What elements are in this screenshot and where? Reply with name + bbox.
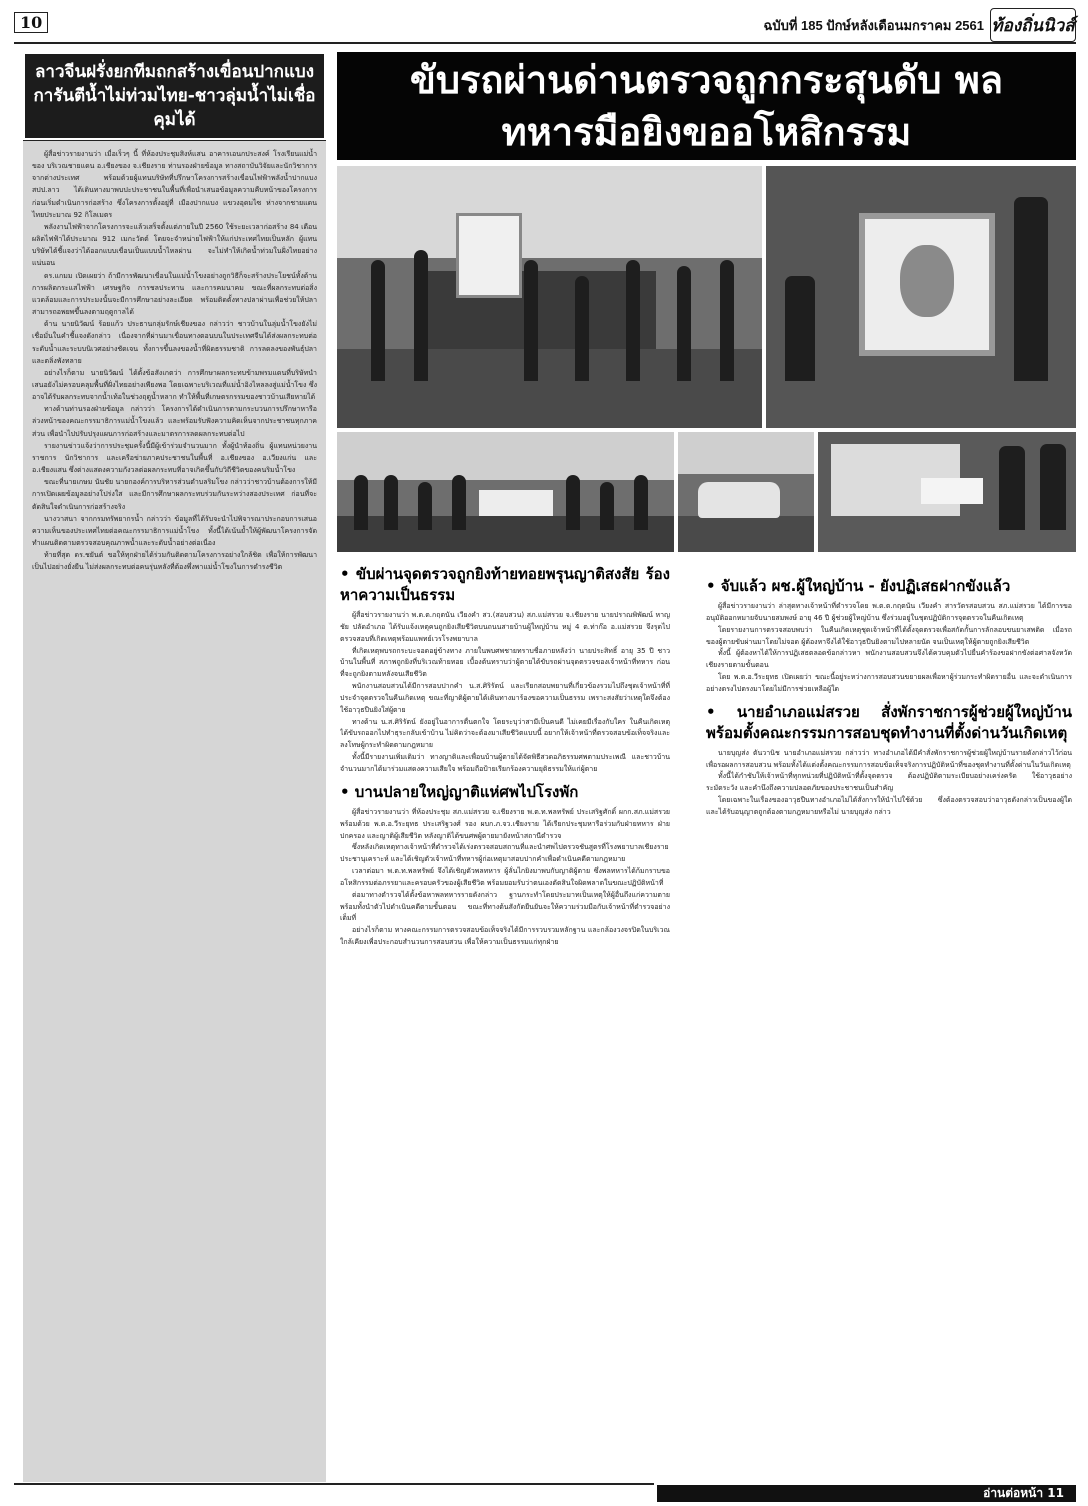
- photo-street-car: [678, 432, 814, 552]
- body-paragraph: ที่เกิดเหตุพบรถกระบะจอดอยู่ข้างทาง ภายในพบศพชายทราบชื่อภายหลังว่า นายประสิทธิ์ อายุ 35 ปี ชาวบ้านในพื้นที่ สภาพถูกยิงที่บริเวณท้ายทอย เบื้องต้นทราบว่าผู้ตายได้ขับรถผ่านจุดตรวจของเจ้าหน้าที่ทหาร ก่อนที่จะถูกยิงตามหลังจนเสียชีวิต: [340, 646, 670, 679]
- page-number: 10: [14, 12, 48, 33]
- body-paragraph: ซึ่งหลังเกิดเหตุทางเจ้าหน้าที่ตำรวจได้เร่งตรวจสอบสถานที่และนำศพไปตรวจชันสูตรที่โรงพยาบาลเชียงรายประชานุเคราะห์ และได้เชิญตัวเจ้าหน้าที่ทหารผู้ก่อเหตุมาสอบปากคำเพื่อดำเนินคดีตามกฎหมาย: [340, 843, 669, 864]
- body-paragraph: ต่อมาทางตำรวจได้ตั้งข้อหาพลทหารรายดังกล่าว ฐานกระทำโดยประมาทเป็นเหตุให้ผู้อื่นถึงแก่ความตาย พร้อมทั้งนำตัวไปดำเนินคดีตามขั้นตอน ขณะที่ทางต้นสังกัดยืนยันจะให้ความร่วมมือกับเจ้าหน้าที่ตำรวจอย่างเต็มที่: [340, 890, 670, 923]
- main-story-column-2: [706, 570, 1072, 1476]
- section-heading: • บานปลายใหญ่ญาติแห่ศพไปโรงพัก: [340, 782, 579, 801]
- body-paragraph: พนักงานสอบสวนได้มีการสอบปากคำ น.ส.ศิริรัตน์ และเรียกสอบพยานที่เกี่ยวข้องรวมไปถึงชุดเจ้าหน้าที่ที่ประจำจุดตรวจในคืนเกิดเหตุ ขณะที่ญาติผู้ตายได้เดินทางมาร้องขอความเป็นธรรม เพราะสงสัยว่าเหตุใดจึงต้องใช้อาวุธปืนยิงใส่ผู้ตาย: [340, 682, 670, 714]
- main-headline-text: ขับรถผ่านด่านตรวจถูกกระสุนดับ พลทหารมือยิงขออโหสิกรรม: [409, 58, 1004, 154]
- body-paragraph: ทั้งนี้มีรายงานเพิ่มเติมว่า ทางญาติและเพื่อนบ้านผู้ตายได้จัดพิธีสวดอภิธรรมศพตามประเพณี และชาวบ้านจำนวนมากได้มาร่วมแสดงความเสียใจ พร้อมถือป้ายเรียกร้องความยุติธรรมให้แก่ผู้ตาย: [340, 753, 670, 773]
- left-story: [23, 52, 326, 1482]
- body-paragraph: โดยรายงานการตรวจสอบพบว่า ในคืนเกิดเหตุชุดเจ้าหน้าที่ได้ตั้งจุดตรวจเพื่อสกัดกั้นการลักลอบขนยาเสพติด เมื่อรถของผู้ตายขับผ่านมาโดยไม่จอด ผู้ต้องหาจึงได้ใช้อาวุธปืนยิงตามไปหลายนัด จนเป็นเหตุให้ผู้ตายถูกยิงเสียชีวิต: [706, 625, 1072, 646]
- body-paragraph: ทั้งนี้ได้กำชับให้เจ้าหน้าที่ทุกหน่วยที่ปฏิบัติหน้าที่ตั้งจุดตรวจ ต้องปฏิบัติตามระเบียบอย่างเคร่งครัด ใช้อาวุธอย่างระมัดระวัง และคำนึงถึงความปลอดภัยของประชาชนเป็นสำคัญ: [706, 772, 1072, 793]
- section-heading: • จับแล้ว ผช.ผู้ใหญ่บ้าน - ยังปฏิเสธฝากขังแล้ว: [706, 577, 1011, 595]
- photo-portrait-memorial: [766, 166, 1076, 428]
- body-paragraph: โดย พ.ต.อ.วีระยุทธ เปิดเผยว่า ขณะนี้อยู่ระหว่างการสอบสวนขยายผลเพื่อหาผู้ร่วมกระทำผิดรายอื่น และจะดำเนินการอย่างตรงไปตรงมาโดยไม่มีการช่วยเหลือผู้ใด: [706, 673, 1072, 693]
- photo-coffin-vehicle: [818, 432, 1076, 552]
- body-paragraph: ทางด้าน น.ส.ศิริรัตน์ ยังอยู่ในอาการตื่นตกใจ โดยระบุว่าสามีเป็นคนดี ไม่เคยมีเรื่องกับใคร ในคืนเกิดเหตุได้ขับรถออกไปทำธุระกลับเข้าบ้าน ไม่คิดว่าจะต้องมาเสียชีวิตแบบนี้ อยากให้เจ้าหน้าที่ตรวจสอบข้อเท็จจริงและลงโทษผู้กระทำผิดตามกฎหมาย: [340, 717, 670, 750]
- left-paragraph: นางวาสนา จากกรมทรัพยากรน้ำ กล่าวว่า ข้อมูลที่ได้รับจะนำไปพิจารณาประกอบการเสนอความเห็นของประเทศไทยต่อคณะกรรมาธิการแม่น้ำโขง ทั้งนี้ได้เน้นย้ำให้ผู้พัฒนาโครงการจัดทำแผนติดตามตรวจสอบคุณภาพน้ำและระดับน้ำอย่างต่อเนื่อง: [32, 514, 317, 547]
- body-paragraph: ผู้สื่อข่าวรายงานว่า พ.ต.ต.กฤตนัน เวียงคำ สว.(สอบสวน) สภ.แม่สรวย จ.เชียงราย นายปราณพิพัฒน์ หาญชัย ปลัดอำเภอ ได้รับแจ้งเหตุคนถูกยิงเสียชีวิตบนถนนสายบ้านผู้ใหญ่บ้าน หมู่ 4 ต.ท่าก๊อ อ.แม่สรวย จึงรุดไปตรวจสอบที่เกิดเหตุพร้อมแพทย์เวรโรงพยาบาล: [340, 611, 670, 643]
- section-heading: • นายอำเภอแม่สรวย สั่งพักราชการผู้ช่วยผู้ใหญ่บ้าน พร้อมตั้งคณะกรรมการสอบชุดทำงานที่ตั้งด่านวันเกิดเหตุ: [706, 702, 1072, 742]
- page-header: [14, 8, 1076, 44]
- left-paragraph: ด้าน นายนิวัฒน์ ร้อยแก้ว ประธานกลุ่มรักษ์เชียงของ กล่าวว่า ชาวบ้านในลุ่มน้ำโขงยังไม่เชื่อมั่นในคำชี้แจงดังกล่าว เนื่องจากที่ผ่านมาเขื่อนทางตอนบนในประเทศจีนได้ส่งผลกระทบต่อระดับน้ำและระบบนิเวศอย่างชัดเจน ทั้งการขึ้นลงของน้ำที่ผิดธรรมชาติ การลดลงของพันธุ์ปลา และตลิ่งพังทลาย: [32, 320, 317, 365]
- body-paragraph: ทั้งนี้ ผู้ต้องหาได้ให้การปฏิเสธตลอดข้อกล่าวหา พนักงานสอบสวนจึงได้ควบคุมตัวไปยื่นคำร้องขอฝากขังต่อศาลจังหวัดเชียงรายตามขั้นตอน: [706, 649, 1072, 670]
- left-paragraph: ท้ายที่สุด ดร.ชยันต์ ขอให้ทุกฝ่ายได้ร่วมกันติดตามโครงการอย่างใกล้ชิด เพื่อให้การพัฒนาเป็นไปอย่างยั่งยืน ไม่ส่งผลกระทบต่อคนรุ่นหลังที่ต้องพึ่งพาแม่น้ำโขงในการดำรงชีวิต: [32, 551, 317, 572]
- photo-funeral-truck: [337, 166, 762, 428]
- newspaper-logo: ท้องถิ่นนิวส์: [990, 8, 1076, 42]
- body-paragraph: ผู้สื่อข่าวรายงานว่า ล่าสุดทางเจ้าหน้าที่ตำรวจโดย พ.ต.ต.กฤตนัน เวียงคำ สารวัตรสอบสวน สภ.แม่สรวย ได้มีการขออนุมัติออกหมายจับนายสมพงษ์ อายุ 46 ปี ผู้ช่วยผู้ใหญ่บ้าน ซึ่งร่วมอยู่ในชุดปฏิบัติการจุดตรวจในคืนเกิดเหตุ: [706, 602, 1072, 622]
- body-paragraph: อย่างไรก็ตาม ทางคณะกรรมการตรวจสอบข้อเท็จจริงได้มีการรวบรวมหลักฐาน และกล้องวงจรปิดในบริเวณใกล้เคียงเพื่อประกอบสำนวนการสอบสวน เพื่อให้ความเป็นธรรมแก่ทุกฝ่าย: [340, 926, 670, 947]
- left-paragraph: ผู้สื่อข่าวรายงานว่า เมื่อเร็วๆ นี้ ที่ห้องประชุมสิงห์แสน อาคารเอนกประสงค์ โรงเรียนแม่น้ำของ บริเวณชายแดน อ.เชียงของ จ.เชียงราย ท่านรองฝ่ายข้อมูล ทางสถาบันวิจัยและนักวิชาการจากต่างประเทศ พร้อมด้วยผู้แทนบริษัทที่ปรึกษาโครงการสร้างเขื่อนไฟฟ้าพลังน้ำปากแบง สปป.ลาว ได้เดินทางมาพบปะประชาชนในพื้นที่เพื่อนำเสนอข้อมูลความคืบหน้าของโครงการก่อนเริ่มดำเนินการก่อสร้าง ซึ่งโครงการตั้งอยู่ที่ เมืองปากแบง แขวงอุดมไซ ห่างจากชายแดนไทยประมาณ 92 กิโลเมตร: [32, 150, 317, 219]
- left-paragraph: ดร.แกมม เปิดเผยว่า ถ้ามีการพัฒนาเขื่อนในแม่น้ำโขงอย่างถูกวิธีก็จะสร้างประโยชน์ทั้งด้านการผลิตกระแสไฟฟ้า เศรษฐกิจ การชลประทาน และการคมนาคม ขณะที่ผลกระทบต่อสิ่งแวดล้อมและการประมงนั้นจะมีการศึกษาอย่างละเอียด พร้อมติดตั้งทางปลาผ่านเพื่อช่วยให้ปลาสามารถอพยพขึ้นลงตามฤดูกาลได้: [32, 271, 317, 317]
- body-paragraph: ผู้สื่อข่าวรายงานว่า ที่ห้องประชุม สภ.แม่สรวย จ.เชียงราย พ.ต.ท.พลทรัพย์ ประเสริฐศักดิ์ ผกก.สภ.แม่สรวย พร้อมด้วย พ.ต.อ.วีระยุทธ ประเสริฐวงศ์ รอง ผบก.ภ.จว.เชียงราย ได้เรียกประชุมหารือร่วมกับฝ่ายทหาร ฝ่ายปกครอง และญาติผู้เสียชีวิต หลังญาติได้ขนศพผู้ตายมายังหน้าสถานีตำรวจ: [340, 807, 670, 840]
- left-paragraph: ขณะที่นายเกษม นันชัย นายกองค์การบริหารส่วนตำบลริมโขง กล่าวว่าชาวบ้านต้องการให้มีการเปิดเผยข้อมูลอย่างโปร่งใส และมีการศึกษาผลกระทบร่วมกันระหว่างสองประเทศ ก่อนที่จะตัดสินใจดำเนินการก่อสร้างจริง: [32, 478, 317, 511]
- left-paragraph: พลังงานไฟฟ้าจากโครงการจะแล้วเสร็จตั้งแต่ภายในปี 2560 ใช้ระยะเวลาก่อสร้าง 84 เดือน ผลิตไฟฟ้าได้ประมาณ 912 เมกะวัตต์ โดยจะจำหน่ายไฟฟ้าให้แก่ประเทศไทยเป็นหลัก ผู้แทนบริษัทได้ชี้แจงว่าได้ออกแบบเขื่อนเป็นแบบน้ำไหลผ่าน จะไม่ทำให้เกิดน้ำท่วมในฝั่งไทยอย่างแน่นอน: [32, 222, 317, 268]
- left-paragraph: ทางด้านท่านรองฝ่ายข้อมูล กล่าวว่า โครงการได้ดำเนินการตามกระบวนการปรึกษาหารือล่วงหน้าของคณะกรรมาธิการแม่น้ำโขงแล้ว และพร้อมรับฟังความคิดเห็นจากประชาชนทุกภาคส่วน เพื่อนำไปปรับปรุงแผนการก่อสร้างและมาตรการลดผลกระทบต่อไป: [32, 405, 317, 438]
- body-paragraph: เวลาต่อมา พ.ต.ท.พลทรัพย์ จึงได้เชิญตัวพลทหาร ผู้ลั่นไกยิงมาพบกับญาติผู้ตาย ซึ่งพลทหารได้ก้มกราบขออโหสิกรรมต่อภรรยาและครอบครัวของผู้เสียชีวิต พร้อมยอมรับว่าตนเองตัดสินใจผิดพลาดในขณะปฏิบัติหน้าที่: [340, 867, 670, 887]
- main-story-column-1: [340, 558, 670, 1476]
- left-paragraph: รายงานข่าวแจ้งว่าการประชุมครั้งนี้มีผู้เข้าร่วมจำนวนมาก ทั้งผู้นำท้องถิ่น ผู้แทนหน่วยงานราชการ นักวิชาการ และเครือข่ายภาคประชาชนในพื้นที่ อ.เชียงของ อ.เวียงแก่น และ อ.เชียงแสน ซึ่งต่างแสดงความกังวลต่อผลกระทบที่อาจเกิดขึ้นกับวิถีชีวิตของคนริมน้ำโขง: [32, 441, 317, 475]
- main-headline: [337, 52, 1076, 160]
- section-heading: • ขับผ่านจุดตรวจถูกยิงท้ายทอยพรุนญาติสงสัย ร้องหาความเป็นธรรม: [340, 565, 670, 604]
- body-paragraph: โดยเฉพาะในเรื่องของอาวุธปืนทางอำเภอไม่ได้สั่งการให้นำไปใช้ด้วย ซึ่งต้องตรวจสอบว่าอาวุธดังกล่าวเป็นของผู้ใด และได้รับอนุญาตถูกต้องตามกฎหมายหรือไม่ นายบุญส่ง กล่าว: [706, 796, 1072, 816]
- body-paragraph: นายบุญส่ง ตันวานิช นายอำเภอแม่สรวย กล่าวว่า ทางอำเภอได้มีคำสั่งพักราชการผู้ช่วยผู้ใหญ่บ้านรายดังกล่าวไว้ก่อน เพื่อรอผลการสอบสวน พร้อมทั้งได้แต่งตั้งคณะกรรมการสอบข้อเท็จจริงการปฏิบัติหน้าที่ของชุดทำงานที่ตั้งด่านในวันเกิดเหตุ: [706, 748, 1072, 769]
- issue-info: ฉบับที่ 185 ปักษ์หลังเดือนมกราคม 2561: [763, 18, 984, 33]
- continue-label: อ่านต่อหน้า 11: [657, 1485, 1076, 1502]
- left-paragraph: อย่างไรก็ตาม นายนิวัฒน์ ได้ตั้งข้อสังเกตว่า การศึกษาผลกระทบข้ามพรมแดนที่บริษัทนำเสนอยังไม่ครอบคลุมพื้นที่ฝั่งไทยอย่างเพียงพอ โดยเฉพาะบริเวณที่แม่น้ำอิงไหลลงสู่แม่น้ำโขง ซึ่งอาจได้รับผลกระทบจากน้ำเท้อในช่วงฤดูน้ำหลาก ทำให้พื้นที่เกษตรกรรมของชาวบ้านเสียหายได้: [32, 368, 317, 402]
- left-story-body: [23, 140, 326, 573]
- left-story-headline: ลาวจีนฝรั่งยกทีมถกสร้างเขื่อนปากแบง การันตีน้ำไม่ท่วมไทย-ชาวลุ่มน้ำไม่เชื่อคุมได้: [23, 52, 326, 140]
- footer-rule: [14, 1483, 654, 1485]
- photo-procession: [337, 432, 674, 552]
